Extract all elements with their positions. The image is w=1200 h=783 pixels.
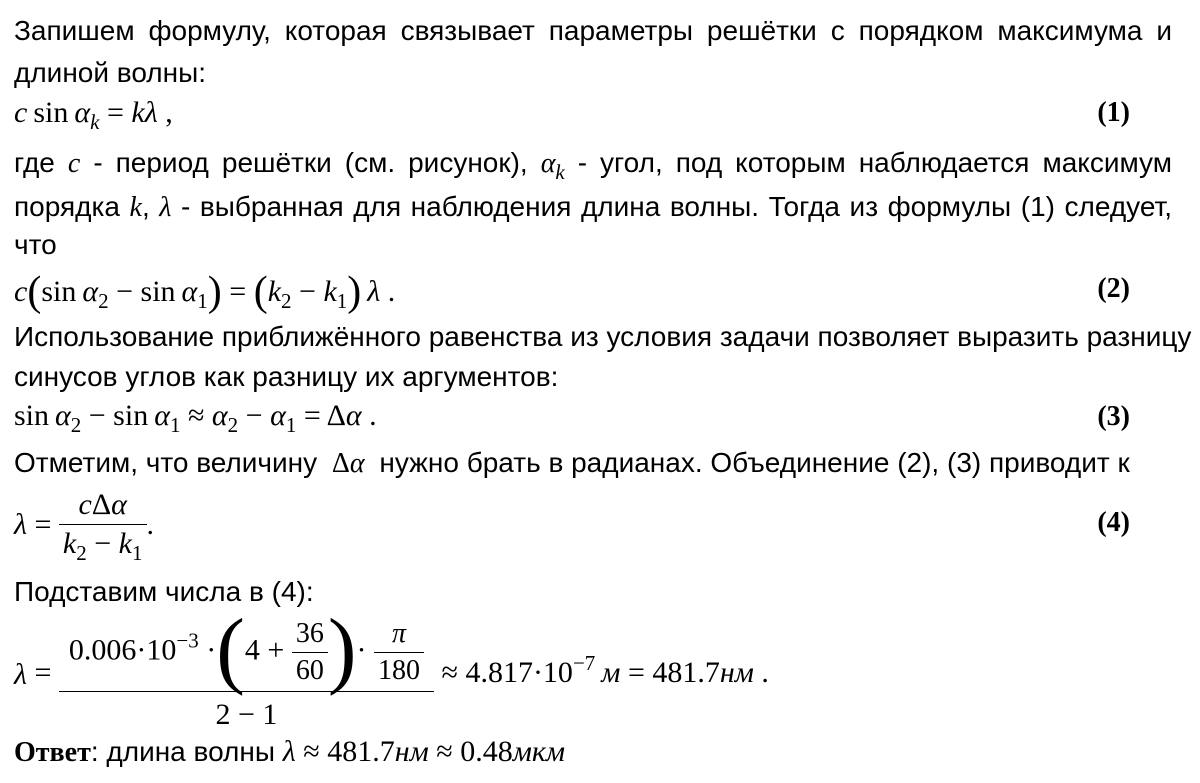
equation-3: $\sin \alpha_2 - \sin \alpha_1 \approx \alpha_2 - \alpha_1 = \Delta\alpha$ . xyxy=(14,399,377,437)
calc-coeff: 0.006 xyxy=(68,633,137,667)
equation-4: λ = $\frac{\text{cΔα}}{k_2 - k_1}$ . xyxy=(14,488,154,565)
equation-3-number: (3) xyxy=(1097,401,1130,432)
equation-2: c(sin $\alpha_2 - \sin \alpha_1) = (k_2 - k_1)$ λ . xyxy=(14,269,396,315)
equation-2-number: (2) xyxy=(1097,273,1130,304)
calculation: λ = $0.006\cdot 10^{-3} \cdot(4$ + $\frac{36}{60}$ )· $\frac{\pi}{180}$ 2 − 1 ≈ $4.817\cdot 10^{-7}$ м = 481.7нм . xyxy=(14,600,769,731)
equation-1: c $\sin \alpha_k = k\lambda$ , xyxy=(14,96,173,134)
text-combine: нужно брать в радианах. Объединение (2), (3) приводит к xyxy=(379,447,1130,478)
calculation-fraction: $0.006\cdot 10^{-3} \cdot(4$ + $\frac{36}{60}$ )· $\frac{\pi}{180}$ 2 − 1 xyxy=(59,618,434,732)
calc-exp: −3 xyxy=(176,628,199,653)
paragraph-substitute: Подставим числа в (4): xyxy=(14,576,314,607)
calc-minutes-fraction xyxy=(292,618,328,687)
paragraph-approx-line-1: Использование приближённого равенства из условия задачи позволяет выразить разницу xyxy=(14,321,1192,352)
answer-value-2: 0.48 xyxy=(460,735,513,768)
calc-pi: π xyxy=(374,618,424,653)
text-where: где xyxy=(14,147,55,178)
text-note: Отметим, что величину xyxy=(14,447,318,478)
calc-pi-fraction xyxy=(374,618,424,687)
text-order: порядка xyxy=(14,191,120,222)
text-angle: - угол, под которым наблюдается максимум xyxy=(577,147,1172,178)
calc-result-exp: −7 xyxy=(572,650,596,675)
calc-nm-value: 481.7 xyxy=(652,655,720,689)
paragraph-intro-line-1: Запишем формулу, которая связывает параметры решётки с порядком максимума и xyxy=(14,15,1172,46)
calc-unit-m: м xyxy=(601,655,621,689)
calc-denominator: 2 − 1 xyxy=(215,698,278,731)
answer-line: Ответ: длина волны λ ≈ 481.7нм ≈ 0.48мкм xyxy=(14,735,566,768)
calc-four: 4 xyxy=(244,633,260,667)
answer-label: Ответ xyxy=(14,737,91,768)
calc-result: 4.817 xyxy=(465,655,533,689)
paragraph-definitions-line-2: порядка k, λ - выбранная для наблюдения длина волны. Тогда из формулы (1) следует, xyxy=(14,191,1172,223)
paragraph-definitions-line-1: где c - период решётки (см. рисунок), $\alpha_k$ - угол, под которым наблюдается максимум xyxy=(14,147,1172,184)
equation-4-number: (4) xyxy=(1097,507,1130,538)
paragraph-definitions-line-3: что xyxy=(14,229,57,260)
equation-1-number: (1) xyxy=(1097,97,1130,128)
paragraph-radians: Отметим, что величину Δα нужно брать в радианах. Объединение (2), (3) приводит к xyxy=(14,447,1130,479)
paragraph-intro-line-2: длиной волны: xyxy=(14,57,206,88)
answer-unit-mkm: мкм xyxy=(512,735,566,768)
answer-text: : длина волны xyxy=(90,736,275,767)
paragraph-approx-line-2: синусов углов как разницу их аргументов: xyxy=(14,361,559,392)
calc-180: 180 xyxy=(377,655,420,686)
calc-60: 60 xyxy=(295,655,324,686)
calc-36: 36 xyxy=(292,618,328,653)
text-wavelength: - выбранная для наблюдения длина волны. Тогда из формулы (1) следует, xyxy=(180,191,1172,222)
answer-value: 481.7 xyxy=(327,735,395,768)
answer-unit-nm: нм xyxy=(394,735,429,768)
equation-4-fraction: $\frac{\text{cΔα}}{k_2 - k_1}$ xyxy=(59,488,147,566)
text-period: - период решётки (см. рисунок), xyxy=(93,147,528,178)
calc-unit-nm: нм xyxy=(719,655,754,689)
